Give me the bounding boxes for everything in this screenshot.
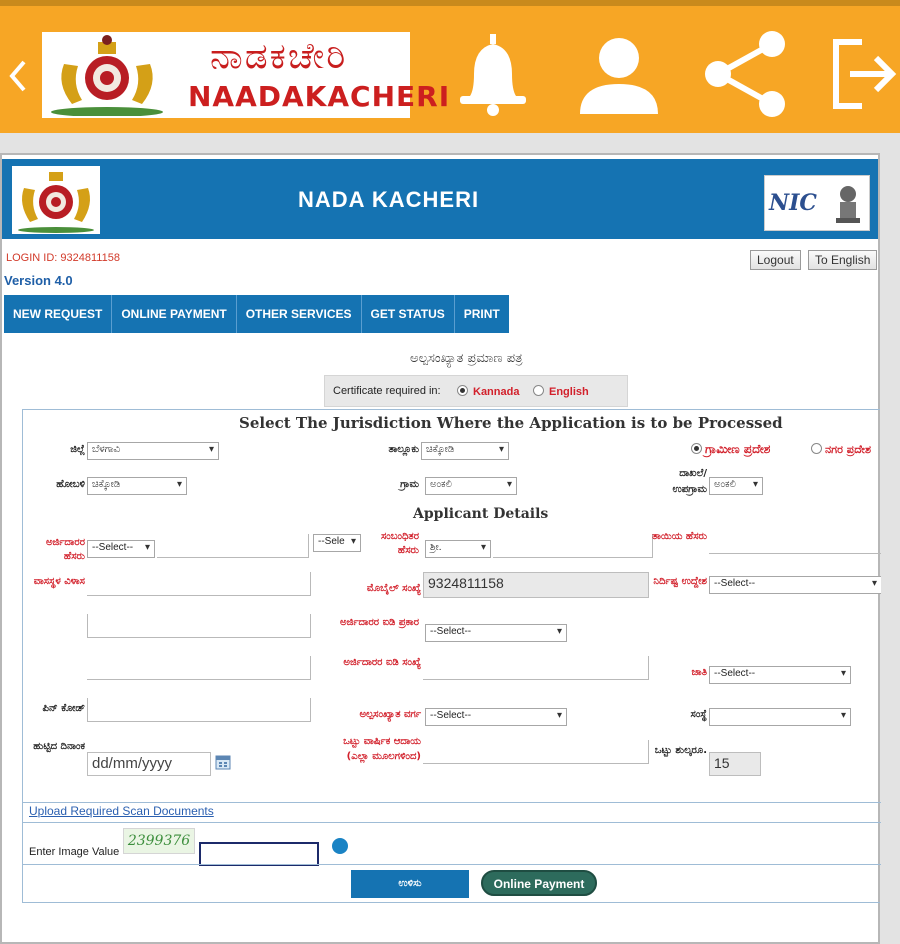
- pin-code-input[interactable]: [87, 698, 311, 722]
- share-icon[interactable]: [702, 30, 788, 118]
- purpose-select[interactable]: --Select-- ▾: [709, 576, 881, 594]
- web-page: [0, 153, 880, 944]
- id-number-input[interactable]: [423, 656, 649, 680]
- english-option-label: English: [549, 386, 589, 398]
- nic-logo: [764, 175, 870, 231]
- divider: [23, 822, 881, 823]
- captcha-input[interactable]: [199, 842, 319, 866]
- total-fee-input: 15: [709, 752, 761, 776]
- certificate-language-box: [324, 375, 628, 407]
- name-prefix-select[interactable]: --Select-- ▾: [87, 540, 155, 558]
- back-icon[interactable]: [4, 56, 30, 96]
- nav-print[interactable]: PRINT: [463, 307, 500, 321]
- nav-other-services[interactable]: OTHER SERVICES: [237, 295, 362, 333]
- logout-icon[interactable]: [832, 38, 900, 110]
- logout-button[interactable]: Logout: [750, 250, 801, 270]
- version-label: Version 4.0: [4, 273, 73, 288]
- mother-name-input[interactable]: [709, 530, 881, 554]
- brand-kannada-text: ನಾಡಕಚೇರಿ: [210, 36, 348, 77]
- hamlet-label: ದಾಖಲೆ/ ಉಪಗ್ರಾಮ: [672, 468, 707, 495]
- village-select[interactable]: ಅಂಕಲಿ ▾: [425, 477, 517, 495]
- certificate-title: ಅಲ್ಪಸಂಖ್ಯಾತ ಪ್ರಮಾಣ ಪತ್ರ: [410, 351, 523, 366]
- annual-income-input[interactable]: [423, 740, 649, 764]
- kannada-radio[interactable]: [457, 385, 468, 396]
- app-bar: [0, 0, 900, 133]
- main-nav: [4, 295, 509, 333]
- urban-label: ನಗರ ಪ್ರದೇಶ: [825, 443, 871, 456]
- rural-label: ಗ್ರಾಮೀಣ ಪ್ರದೇಶ: [705, 442, 771, 456]
- brand-logo: [42, 32, 451, 118]
- religion-select[interactable]: --Select-- ▾: [709, 666, 851, 684]
- jurisdiction-title: Select The Jurisdiction Where the Application is to be Processed: [239, 414, 783, 432]
- address-line1-input[interactable]: [87, 572, 311, 596]
- address-line2-input[interactable]: [87, 614, 311, 638]
- submit-button[interactable]: ಉಳಿಸು: [351, 870, 469, 898]
- ashoka-emblem-icon: [831, 182, 865, 226]
- refresh-captcha-icon[interactable]: [332, 838, 348, 854]
- english-radio[interactable]: [533, 385, 544, 396]
- district-select[interactable]: ಬೆಳಗಾವಿ ▾: [87, 442, 219, 460]
- mother-name-label: ತಾಯಿಯ ಹೆಸರು: [652, 531, 707, 542]
- kannada-option-label: Kannada: [473, 386, 520, 398]
- applicant-name-label: ಅರ್ಜಿದಾರರ ಹೆಸರು: [45, 537, 85, 562]
- certificate-required-label: Certificate required in:: [333, 385, 441, 397]
- total-fee-label: ಒಟ್ಟು ಶುಲ್ಕರೂ.: [654, 745, 707, 756]
- dob-label: ಹುಟ್ಟಿದ ದಿನಾಂಕ: [33, 741, 85, 752]
- nic-logo-text: NIC: [769, 190, 817, 216]
- brand-english-text: NAADAKACHERI: [188, 80, 451, 113]
- relation-prefix-select[interactable]: ಶ್ರೀ. ▾: [425, 540, 491, 558]
- id-number-label: ಅರ್ಜಿದಾರರ ಐಡಿ ಸಂಖ್ಯೆ: [343, 657, 421, 668]
- relation-name-input[interactable]: [493, 534, 653, 558]
- site-header: [2, 159, 878, 239]
- caste-select[interactable]: [709, 708, 851, 726]
- hobli-select[interactable]: ಚಿಕ್ಕೋಡಿ ▾: [87, 477, 187, 495]
- address-line3-input[interactable]: [87, 656, 311, 680]
- annual-income-label: ಒಟ್ಟು ವಾರ್ಷಿಕ ಆದಾಯ (ಎಲ್ಲಾ ಮೂಲಗಳಿಂದ): [343, 736, 421, 762]
- captcha-image: 2399376: [123, 828, 195, 854]
- village-label: ಗ್ರಾಮ: [400, 479, 419, 490]
- minority-category-select[interactable]: --Select-- ▾: [425, 708, 567, 726]
- taluk-select[interactable]: ಚಿಕ್ಕೋಡಿ ▾: [421, 442, 509, 460]
- to-english-button[interactable]: To English: [808, 250, 877, 270]
- karnataka-emblem-icon: [44, 34, 170, 116]
- district-label: ಜಿಲ್ಲೆ: [70, 444, 85, 455]
- rural-radio[interactable]: [691, 443, 702, 454]
- applicant-details-title: Applicant Details: [413, 506, 549, 522]
- login-id: LOGIN ID: 9324811158: [6, 252, 120, 264]
- caste-label: ಸಂಸ್ಥೆ: [690, 709, 707, 720]
- id-type-select[interactable]: --Select-- ▾: [425, 624, 567, 642]
- bell-icon[interactable]: [458, 34, 528, 116]
- id-type-label: ಅರ್ಜಿದಾರರ ಐಡಿ ಪ್ರಕಾರ: [340, 617, 419, 628]
- site-title: NADA KACHERI: [298, 187, 480, 212]
- hamlet-select[interactable]: ಅಂಕಲಿ ▾: [709, 477, 763, 495]
- dob-input[interactable]: dd/mm/yyyy: [87, 752, 211, 776]
- emblem-icon: [12, 166, 100, 234]
- nav-online-payment[interactable]: ONLINE PAYMENT: [112, 295, 236, 333]
- calendar-icon[interactable]: [215, 754, 231, 770]
- mobile-input[interactable]: 9324811158: [423, 572, 649, 598]
- mobile-label: ಮೊಬೈಲ್ ಸಂಖ್ಯೆ: [366, 583, 421, 594]
- captcha-label: Enter Image Value: [29, 846, 120, 858]
- nav-new-request[interactable]: NEW REQUEST: [4, 295, 112, 333]
- nav-get-status[interactable]: GET STATUS: [362, 295, 455, 333]
- pin-code-label: ಪಿನ್ ಕೋಡ್: [42, 703, 85, 714]
- divider: [23, 864, 881, 865]
- online-payment-button[interactable]: Online Payment: [481, 870, 597, 896]
- hobli-label: ಹೋಬಳಿ: [56, 479, 85, 490]
- applicant-name-input[interactable]: [157, 534, 309, 558]
- divider: [23, 802, 881, 803]
- user-icon[interactable]: [578, 34, 660, 116]
- taluk-label: ತಾಲ್ಲೂಕು: [388, 444, 419, 455]
- upload-documents-link[interactable]: Upload Required Scan Documents: [29, 804, 214, 818]
- relation-name-label: ಸಂಬಂಧಿತರ ಹೆಸರು: [381, 531, 419, 556]
- purpose-label: ನಿರ್ದಿಷ್ಟ ಉದ್ದೇಶ: [653, 576, 707, 587]
- relation-type-select[interactable]: --Sele ▾: [313, 534, 361, 552]
- address-label: ವಾಸಸ್ಥಳ ವಿಳಾಸ: [33, 576, 85, 587]
- urban-radio[interactable]: [811, 443, 822, 454]
- application-form: [22, 409, 880, 903]
- religion-label: ಜಾತಿ: [691, 667, 707, 678]
- minority-category-label: ಅಲ್ಪಸಂಖ್ಯಾತ ವರ್ಗ: [359, 709, 421, 720]
